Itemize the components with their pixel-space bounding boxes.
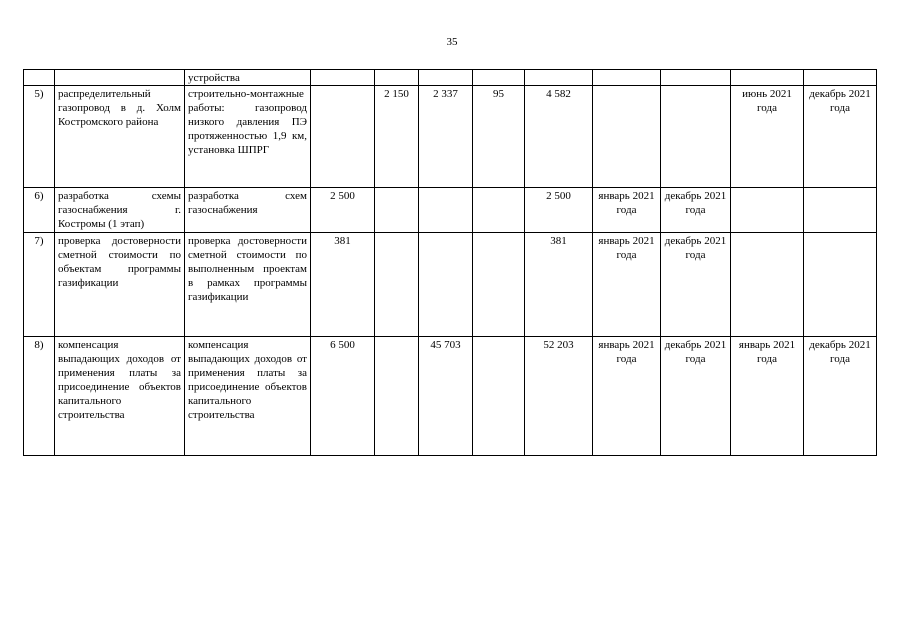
object-name <box>55 70 185 86</box>
start-date <box>593 70 661 86</box>
cost-cell <box>419 188 473 233</box>
work-description: строительно-монтажные работы: газопровод низкого давления ПЭ протяженностью 1,9 км, установка ШПРГ <box>185 86 311 188</box>
work-description: разработка схем газоснабжения <box>185 188 311 233</box>
row-number <box>24 70 55 86</box>
total-cell: 52 203 <box>525 337 593 456</box>
start-date <box>731 70 804 86</box>
cost-cell <box>473 337 525 456</box>
total-cell: 2 500 <box>525 188 593 233</box>
start-date: январь 2021 года <box>593 188 661 233</box>
end-date: декабрь 2021 года <box>661 188 731 233</box>
cost-cell <box>311 86 375 188</box>
page-number: 35 <box>446 36 458 48</box>
cost-cell <box>473 188 525 233</box>
cost-cell <box>311 70 375 86</box>
cost-cell: 2 150 <box>375 86 419 188</box>
end-date: декабрь 2021 года <box>804 337 877 456</box>
end-date <box>804 188 877 233</box>
cost-cell: 95 <box>473 86 525 188</box>
cost-cell <box>375 188 419 233</box>
program-table <box>23 69 877 456</box>
object-name: распределительный газопровод в д. Холм Костромского района <box>55 86 185 188</box>
cost-cell: 381 <box>311 233 375 337</box>
cost-cell <box>419 233 473 337</box>
start-date <box>731 233 804 337</box>
end-date <box>661 86 731 188</box>
start-date: июнь 2021 года <box>731 86 804 188</box>
cost-cell <box>375 70 419 86</box>
object-name: разработка схемы газоснабжения г. Костромы (1 этап) <box>55 188 185 233</box>
cost-cell <box>375 233 419 337</box>
table-row <box>24 188 877 233</box>
table-row <box>24 70 877 86</box>
start-date: январь 2021 года <box>593 233 661 337</box>
row-number: 7) <box>24 233 55 337</box>
row-number: 5) <box>24 86 55 188</box>
cost-cell <box>419 70 473 86</box>
start-date <box>731 188 804 233</box>
end-date <box>661 70 731 86</box>
total-cell <box>525 70 593 86</box>
cost-cell: 2 337 <box>419 86 473 188</box>
end-date <box>804 70 877 86</box>
work-description: устройства <box>185 70 311 86</box>
work-description: проверка достоверности сметной стоимости по выполненным проектам в рамках программы газификации <box>185 233 311 337</box>
object-name: компенсация выпадающих доходов от применения платы за присоединение объектов капитального строительства <box>55 337 185 456</box>
start-date: январь 2021 года <box>731 337 804 456</box>
end-date <box>804 233 877 337</box>
table-row <box>24 86 877 188</box>
end-date: декабрь 2021 года <box>804 86 877 188</box>
table-row <box>24 337 877 456</box>
total-cell: 381 <box>525 233 593 337</box>
cost-cell: 6 500 <box>311 337 375 456</box>
total-cell: 4 582 <box>525 86 593 188</box>
cost-cell <box>375 337 419 456</box>
cost-cell <box>473 233 525 337</box>
cost-cell: 2 500 <box>311 188 375 233</box>
end-date: декабрь 2021 года <box>661 233 731 337</box>
cost-cell <box>473 70 525 86</box>
end-date: декабрь 2021 года <box>661 337 731 456</box>
object-name: проверка достоверности сметной стоимости по объектам программы газификации <box>55 233 185 337</box>
table-row <box>24 233 877 337</box>
start-date: январь 2021 года <box>593 337 661 456</box>
row-number: 6) <box>24 188 55 233</box>
work-description: компенсация выпадающих доходов от применения платы за присоединение объектов капитального строительства <box>185 337 311 456</box>
start-date <box>593 86 661 188</box>
row-number: 8) <box>24 337 55 456</box>
cost-cell: 45 703 <box>419 337 473 456</box>
